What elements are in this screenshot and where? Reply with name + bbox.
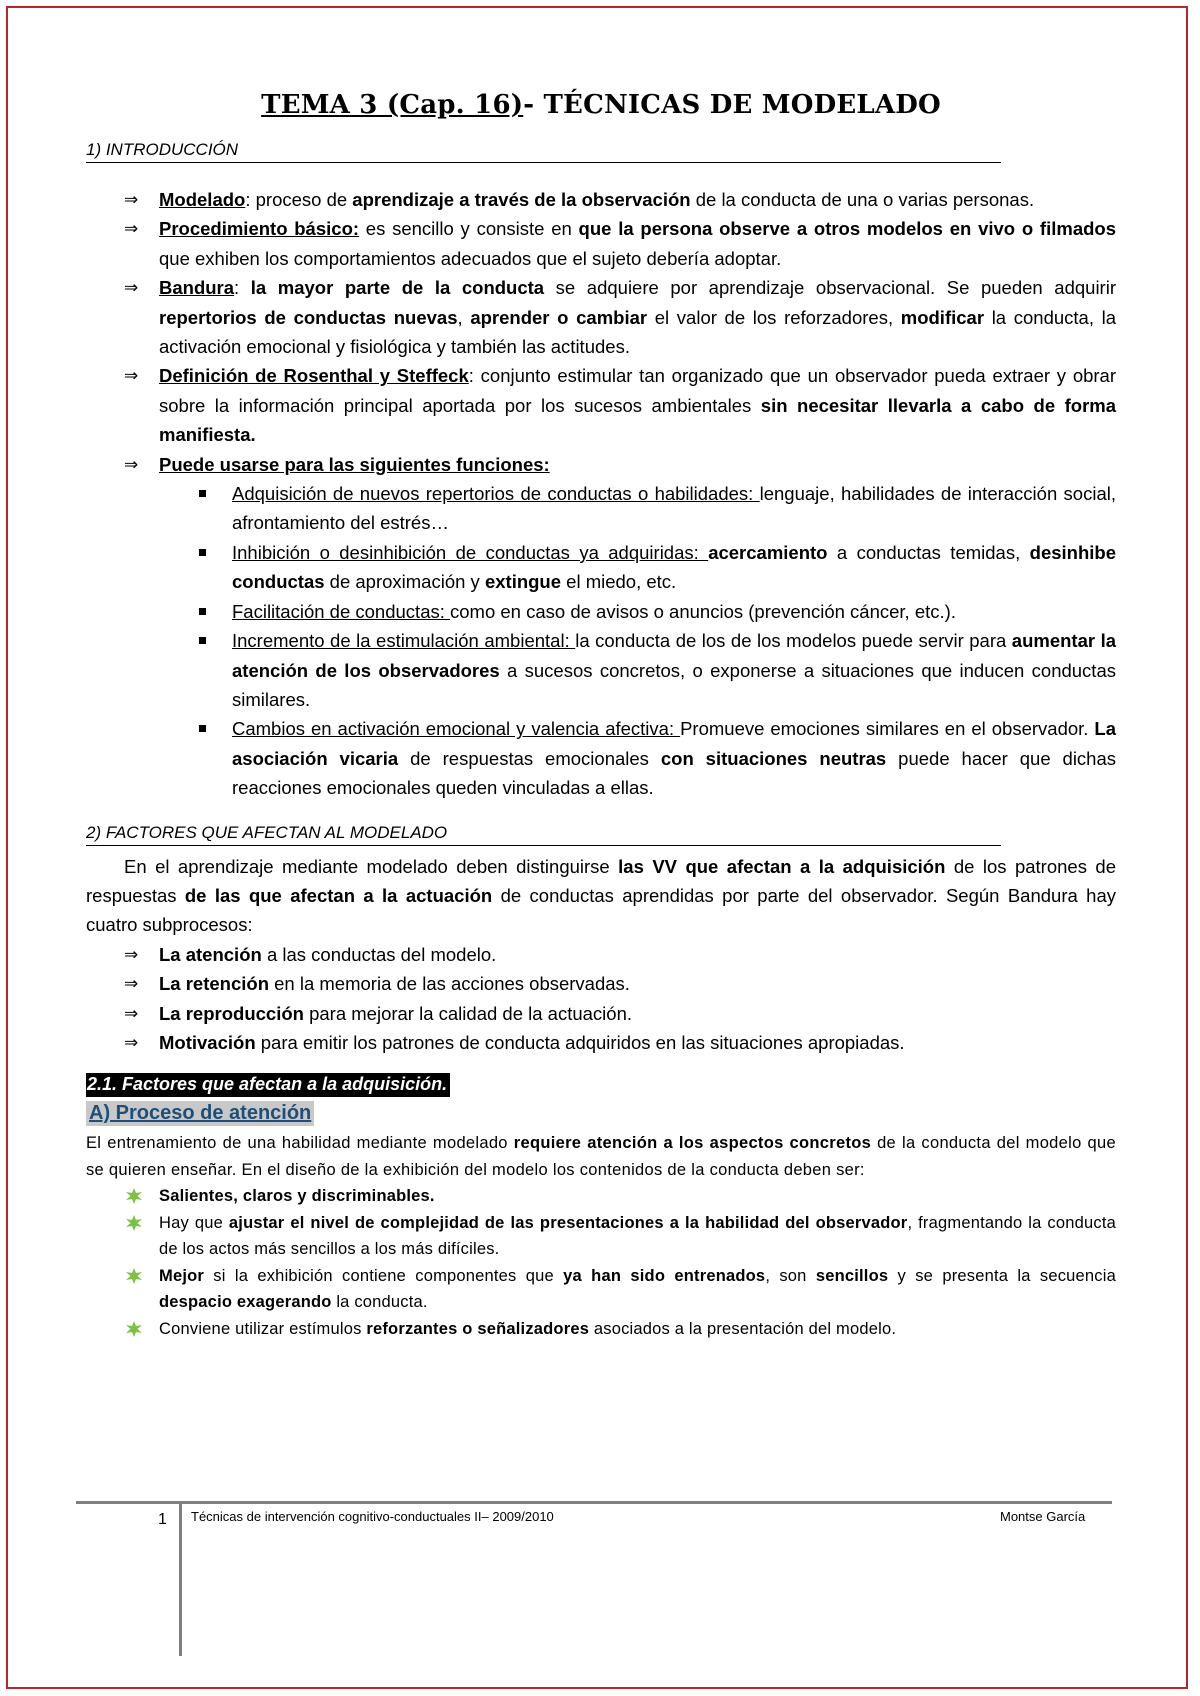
- footer-rule: [76, 1501, 1112, 1504]
- list-item: ⇒ Motivación para emitir los patrones de conducta adquiridos en las situaciones apropiadas.: [86, 1028, 1116, 1057]
- bullet-square-icon: [199, 725, 206, 732]
- list-item: Facilitación de conductas: como en caso de avisos o anuncios (prevención cáncer, etc.).: [159, 597, 1116, 626]
- arrow-icon: ⇒: [124, 278, 139, 298]
- subprocesses-list: [86, 940, 1116, 1058]
- page-title: TEMA 3 (Cap. 16)- TÉCNICAS DE MODELADO: [261, 90, 941, 120]
- arrow-icon: ⇒: [124, 1003, 139, 1023]
- footer-vertical-rule: [179, 1504, 182, 1656]
- list-item: Hay que ajustar el nivel de complejidad de las presentaciones a la habilidad del observador, fragmentando la conducta de los actos más sencillos a los más difíciles.: [86, 1210, 1116, 1263]
- subsection-heading-atencion: A) Proceso de atención: [86, 1097, 1116, 1126]
- arrow-icon: ⇒: [124, 366, 139, 386]
- star-bullet-icon: [126, 1215, 142, 1231]
- arrow-icon: ⇒: [124, 454, 139, 474]
- section2-paragraph: En el aprendizaje mediante modelado deben distinguirse las VV que afectan a la adquisición de los patrones de respuestas de las que afectan a la actuación de conductas aprendidas por parte del observador. Según Bandura hay cuatro subprocesos:: [86, 855, 1116, 936]
- list-item: ⇒ Procedimiento básico: es sencillo y consiste en que la persona observe a otros modelos en vivo o filmados que exhiben los comportamientos adecuados que el sujeto debería adoptar.: [86, 214, 1116, 273]
- arrow-icon: ⇒: [124, 219, 139, 239]
- star-bullet-icon: [126, 1321, 142, 1337]
- arrow-icon: ⇒: [124, 1032, 139, 1052]
- list-item: ⇒ La atención a las conductas del modelo.: [86, 940, 1116, 969]
- list-item: Salientes, claros y discriminables.: [86, 1183, 1116, 1210]
- document-page: [86, 90, 1116, 1342]
- section-heading-factores: 2) FACTORES QUE AFECTAN AL MODELADO: [86, 823, 1001, 846]
- atencion-list: [86, 1183, 1116, 1342]
- bullet-square-icon: [199, 549, 206, 556]
- list-item: Cambios en activación emocional y valencia afectiva: Promueve emociones similares en el observador. La asociación vicaria de respuestas emocionales con situaciones neutras puede hacer que dichas reacciones emocionales queden vinculadas a ellas.: [159, 714, 1116, 802]
- arrow-icon: ⇒: [124, 944, 139, 964]
- list-item: ⇒ Modelado: proceso de aprendizaje a través de la observación de la conducta de una o varias personas.: [86, 185, 1116, 214]
- list-item: ⇒ Definición de Rosenthal y Steffeck: conjunto estimular tan organizado que un observador pueda extraer y obrar sobre la información principal aportada por los sucesos ambientales sin necesitar llevarla a cabo de forma manifiesta.: [86, 361, 1116, 449]
- list-item: Incremento de la estimulación ambiental: la conducta de los de los modelos puede servir para aumentar la atención de los observadores a sucesos concretos, o exponerse a situaciones que inducen conductas similares.: [159, 626, 1116, 714]
- list-item: ⇒ La reproducción para mejorar la calidad de la actuación.: [86, 999, 1116, 1028]
- list-item: Inhibición o desinhibición de conductas ya adquiridas: acercamiento a conductas temidas, desinhibe conductas de aproximación y extingue el miedo, etc.: [159, 538, 1116, 597]
- footer-course-title: Técnicas de intervención cognitivo-conductuales II– 2009/2010: [191, 1509, 554, 1524]
- atencion-paragraph: El entrenamiento de una habilidad mediante modelado requiere atención a los aspectos concretos de la conducta del modelo que se quieren enseñar. En el diseño de la exhibición del modelo los contenidos de la conducta deben ser:: [86, 1134, 1116, 1179]
- list-item: Conviene utilizar estímulos reforzantes o señalizadores asociados a la presentación del modelo.: [86, 1316, 1116, 1343]
- intro-list: [86, 185, 1116, 479]
- list-item: Mejor si la exhibición contiene componentes que ya han sido entrenados, son sencillos y se presenta la secuencia despacio exagerando la conducta.: [86, 1263, 1116, 1316]
- bullet-square-icon: [199, 637, 206, 644]
- list-item: ⇒ Puede usarse para las siguientes funciones:: [86, 450, 1116, 479]
- section-heading-introduccion: 1) INTRODUCCIÓN: [86, 140, 1001, 163]
- list-item: ⇒ Bandura: la mayor parte de la conducta se adquiere por aprendizaje observacional. Se pueden adquirir repertorios de conductas nuevas, aprender o cambiar el valor de los reforzadores, modificar la conducta, la activación emocional y fisiológica y también las actitudes.: [86, 273, 1116, 361]
- arrow-icon: ⇒: [124, 190, 139, 209]
- functions-list: [159, 479, 1116, 802]
- list-item: Adquisición de nuevos repertorios de conductas o habilidades: lenguaje, habilidades de interacción social, afrontamiento del estrés…: [159, 479, 1116, 538]
- arrow-icon: ⇒: [124, 974, 139, 994]
- bullet-square-icon: [199, 490, 206, 497]
- subsection-heading-adquisicion: 2.1. Factores que afectan a la adquisición.: [86, 1057, 1116, 1097]
- list-item: ⇒ La retención en la memoria de las acciones observadas.: [86, 969, 1116, 998]
- star-bullet-icon: [126, 1188, 142, 1204]
- footer-author: Montse García: [1000, 1509, 1086, 1524]
- star-bullet-icon: [126, 1268, 142, 1284]
- bullet-square-icon: [199, 608, 206, 615]
- page-number: 1: [158, 1511, 167, 1528]
